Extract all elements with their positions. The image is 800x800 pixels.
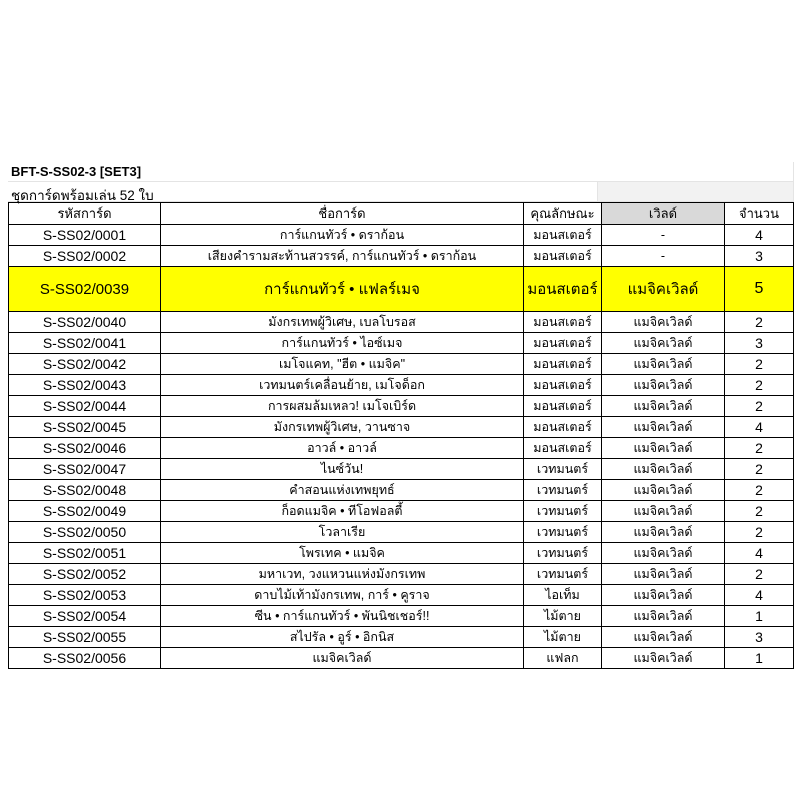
cell-quantity: 5 bbox=[725, 267, 794, 312]
cell-quantity: 2 bbox=[725, 396, 794, 417]
sheet-subtitle: ชุดการ์ดพร้อมเล่น 52 ใบ bbox=[11, 188, 154, 203]
cell-world: แมจิคเวิลด์ bbox=[602, 522, 725, 543]
cell-card-name: ดาบไม้เท้ามังกรเทพ, การ์ • คูราจ bbox=[161, 585, 524, 606]
cell-quantity: 3 bbox=[725, 246, 794, 267]
cell-quantity: 4 bbox=[725, 417, 794, 438]
cell-card-type: เวทมนตร์ bbox=[524, 522, 602, 543]
cell-world: แมจิคเวิลด์ bbox=[602, 585, 725, 606]
cell-card-name: สไปรัล • อูร์ • อิกนิส bbox=[161, 627, 524, 648]
cell-quantity: 2 bbox=[725, 354, 794, 375]
table-row bbox=[9, 438, 794, 459]
cell-card-type: มอนสเตอร์ bbox=[524, 312, 602, 333]
cell-quantity: 3 bbox=[725, 627, 794, 648]
cell-card-type: มอนสเตอร์ bbox=[524, 267, 602, 312]
cell-quantity: 2 bbox=[725, 501, 794, 522]
cell-world: แมจิคเวิลด์ bbox=[602, 375, 725, 396]
cell-quantity: 2 bbox=[725, 480, 794, 501]
cell-card-id: S-SS02/0039 bbox=[9, 267, 161, 312]
cell-world: แมจิคเวิลด์ bbox=[602, 396, 725, 417]
table-row bbox=[9, 564, 794, 585]
table-row bbox=[9, 480, 794, 501]
cell-world: แมจิคเวิลด์ bbox=[602, 417, 725, 438]
sheet-title: BFT-S-SS02-3 [SET3] bbox=[11, 164, 142, 179]
cell-card-name: มังกรเทพผู้วิเศษ, เบลโบรอส bbox=[161, 312, 524, 333]
subtitle-row bbox=[8, 182, 794, 202]
cell-card-type: ไม้ตาย bbox=[524, 606, 602, 627]
header-world: เวิลด์ bbox=[602, 203, 725, 225]
table-row bbox=[9, 543, 794, 564]
cell-card-id: S-SS02/0044 bbox=[9, 396, 161, 417]
cell-world: แมจิคเวิลด์ bbox=[602, 564, 725, 585]
spreadsheet bbox=[8, 162, 794, 669]
cell-card-name: เมโจแคท, "ฮีต • แมจิค" bbox=[161, 354, 524, 375]
cell-world: - bbox=[602, 246, 725, 267]
cell-world: แมจิคเวิลด์ bbox=[602, 606, 725, 627]
cell-card-type: เวทมนตร์ bbox=[524, 501, 602, 522]
cell-world: แมจิคเวิลด์ bbox=[602, 438, 725, 459]
title-row bbox=[8, 162, 794, 182]
cell-quantity: 1 bbox=[725, 648, 794, 669]
cell-card-type: มอนสเตอร์ bbox=[524, 354, 602, 375]
cell-card-id: S-SS02/0041 bbox=[9, 333, 161, 354]
cell-card-id: S-SS02/0053 bbox=[9, 585, 161, 606]
cell-card-type: มอนสเตอร์ bbox=[524, 417, 602, 438]
table-row bbox=[9, 396, 794, 417]
cell-card-name: ไนซ์วัน! bbox=[161, 459, 524, 480]
table-row bbox=[9, 417, 794, 438]
cell-card-name: มหาเวท, วงแหวนแห่งมังกรเทพ bbox=[161, 564, 524, 585]
table-row bbox=[9, 375, 794, 396]
cell-world: แมจิคเวิลด์ bbox=[602, 480, 725, 501]
cell-world: แมจิคเวิลด์ bbox=[602, 627, 725, 648]
cell-card-name: มังกรเทพผู้วิเศษ, วานซาจ bbox=[161, 417, 524, 438]
cell-card-id: S-SS02/0002 bbox=[9, 246, 161, 267]
header-card-type: คุณลักษณะ bbox=[524, 203, 602, 225]
cell-card-id: S-SS02/0056 bbox=[9, 648, 161, 669]
cell-card-name: ซีน • การ์แกนทัวร์ • พันนิชเชอร์!! bbox=[161, 606, 524, 627]
cell-card-id: S-SS02/0048 bbox=[9, 480, 161, 501]
table-row bbox=[9, 522, 794, 543]
cell-world: แมจิคเวิลด์ bbox=[602, 543, 725, 564]
cell-world: แมจิคเวิลด์ bbox=[602, 648, 725, 669]
cell-card-type: มอนสเตอร์ bbox=[524, 438, 602, 459]
cell-card-name: เสียงคำรามสะท้านสวรรค์, การ์แกนทัวร์ • ดราก้อน bbox=[161, 246, 524, 267]
cell-card-name: การ์แกนทัวร์ • ดราก้อน bbox=[161, 225, 524, 246]
cell-world: แมจิคเวิลด์ bbox=[602, 267, 725, 312]
cell-card-id: S-SS02/0042 bbox=[9, 354, 161, 375]
cell-card-type: มอนสเตอร์ bbox=[524, 333, 602, 354]
table-row bbox=[9, 354, 794, 375]
cell-card-name: โพรเทค • แมจิค bbox=[161, 543, 524, 564]
cell-quantity: 2 bbox=[725, 564, 794, 585]
cell-quantity: 1 bbox=[725, 606, 794, 627]
cell-quantity: 3 bbox=[725, 333, 794, 354]
cell-card-id: S-SS02/0051 bbox=[9, 543, 161, 564]
card-list-table bbox=[8, 202, 794, 669]
cell-card-type: เวทมนตร์ bbox=[524, 459, 602, 480]
cell-card-id: S-SS02/0040 bbox=[9, 312, 161, 333]
cell-card-name: แมจิคเวิลด์ bbox=[161, 648, 524, 669]
table-row bbox=[9, 648, 794, 669]
table-row bbox=[9, 267, 794, 312]
cell-card-type: ไม้ตาย bbox=[524, 627, 602, 648]
cell-quantity: 2 bbox=[725, 375, 794, 396]
cell-card-id: S-SS02/0052 bbox=[9, 564, 161, 585]
cell-card-type: มอนสเตอร์ bbox=[524, 246, 602, 267]
cell-quantity: 4 bbox=[725, 225, 794, 246]
cell-card-id: S-SS02/0046 bbox=[9, 438, 161, 459]
cell-quantity: 4 bbox=[725, 543, 794, 564]
cell-card-id: S-SS02/0043 bbox=[9, 375, 161, 396]
cell-card-type: เวทมนตร์ bbox=[524, 480, 602, 501]
cell-card-id: S-SS02/0049 bbox=[9, 501, 161, 522]
cell-world: แมจิคเวิลด์ bbox=[602, 354, 725, 375]
cell-quantity: 2 bbox=[725, 522, 794, 543]
cell-card-id: S-SS02/0001 bbox=[9, 225, 161, 246]
table-row bbox=[9, 333, 794, 354]
cell-card-id: S-SS02/0055 bbox=[9, 627, 161, 648]
table-row bbox=[9, 627, 794, 648]
cell-world: แมจิคเวิลด์ bbox=[602, 501, 725, 522]
cell-card-type: มอนสเตอร์ bbox=[524, 225, 602, 246]
cell-card-id: S-SS02/0054 bbox=[9, 606, 161, 627]
cell-world: - bbox=[602, 225, 725, 246]
cell-card-type: ไอเท็ม bbox=[524, 585, 602, 606]
table-row bbox=[9, 585, 794, 606]
cell-card-type: เวทมนตร์ bbox=[524, 564, 602, 585]
header-quantity: จำนวน bbox=[725, 203, 794, 225]
cell-world: แมจิคเวิลด์ bbox=[602, 459, 725, 480]
cell-card-type: เวทมนตร์ bbox=[524, 543, 602, 564]
table-row bbox=[9, 459, 794, 480]
cell-quantity: 4 bbox=[725, 585, 794, 606]
cell-card-name: อาวล์ • อาวล์ bbox=[161, 438, 524, 459]
cell-card-name: ก็อดแมจิค • ทีโอฟอลตี้ bbox=[161, 501, 524, 522]
header-card-id: รหัสการ์ด bbox=[9, 203, 161, 225]
cell-world: แมจิคเวิลด์ bbox=[602, 333, 725, 354]
cell-card-name: โวลาเรีย bbox=[161, 522, 524, 543]
cell-card-type: แฟลก bbox=[524, 648, 602, 669]
table-row bbox=[9, 225, 794, 246]
cell-card-name: คำสอนแห่งเทพยุทธ์ bbox=[161, 480, 524, 501]
cell-world: แมจิคเวิลด์ bbox=[602, 312, 725, 333]
cell-card-name: การผสมล้มเหลว! เมโจเบิร์ด bbox=[161, 396, 524, 417]
table-row bbox=[9, 312, 794, 333]
table-row bbox=[9, 606, 794, 627]
cell-card-name: เวทมนตร์เคลื่อนย้าย, เมโจด็อก bbox=[161, 375, 524, 396]
cell-quantity: 2 bbox=[725, 438, 794, 459]
cell-card-type: มอนสเตอร์ bbox=[524, 375, 602, 396]
table-row bbox=[9, 501, 794, 522]
cell-card-type: มอนสเตอร์ bbox=[524, 396, 602, 417]
header-card-name: ชื่อการ์ด bbox=[161, 203, 524, 225]
table-row bbox=[9, 246, 794, 267]
table-body bbox=[9, 225, 794, 669]
cell-card-name: การ์แกนทัวร์ • แฟลร์เมจ bbox=[161, 267, 524, 312]
cell-card-id: S-SS02/0045 bbox=[9, 417, 161, 438]
cell-quantity: 2 bbox=[725, 459, 794, 480]
cell-card-name: การ์แกนทัวร์ • ไอซ์เมจ bbox=[161, 333, 524, 354]
cell-card-id: S-SS02/0047 bbox=[9, 459, 161, 480]
cell-card-id: S-SS02/0050 bbox=[9, 522, 161, 543]
cell-quantity: 2 bbox=[725, 312, 794, 333]
